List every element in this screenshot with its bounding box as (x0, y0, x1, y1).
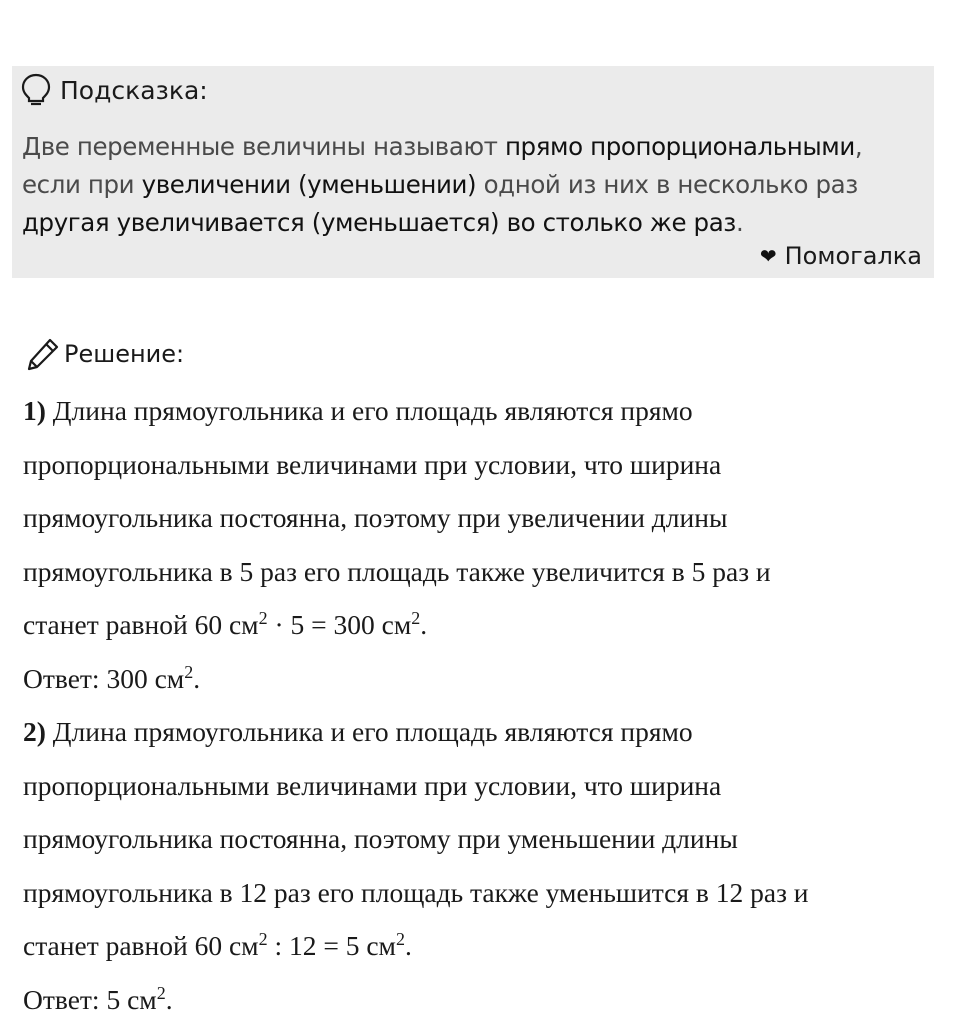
solution-line (23, 705, 943, 759)
solution-line: прямоугольника постоянна, поэтому при увеличении длины (23, 502, 728, 533)
hint-text-segment: . (735, 208, 744, 237)
hint-text-segment: Две переменные величины называют (22, 132, 505, 161)
solution-calc (23, 919, 943, 973)
solution-line (23, 384, 943, 438)
period: . (193, 662, 201, 694)
exponent: 2 (411, 608, 421, 628)
answer-text: Ответ: 300 см (23, 662, 185, 694)
solution-line: прямоугольника в 12 раз его площадь также уменьшится в 12 раз и (23, 876, 809, 908)
solution-answer (23, 973, 943, 1027)
calc-text: : 12 = 5 см (267, 930, 396, 961)
hint-text (22, 128, 927, 242)
period: . (404, 930, 412, 961)
line-text: Длина прямоугольника и его площадь являются прямо (45, 395, 693, 426)
hint-bold-term: другая увеличивается (уменьшается) во столько же раз (22, 208, 736, 237)
exponent: 2 (156, 982, 166, 1003)
calc-text: станет равной 60 см (23, 609, 259, 640)
calc-text: · 5 = 300 см (267, 609, 412, 640)
solution-line: пропорциональными величинами при условии, что ширина (23, 448, 722, 480)
calc-text: станет равной 60 см (23, 930, 259, 961)
pencil-icon (26, 337, 60, 371)
exponent: 2 (184, 661, 194, 682)
exponent: 2 (258, 608, 268, 628)
hint-text-segment: одной из них в несколько раз (476, 170, 858, 199)
hint-header (20, 72, 208, 108)
solution-line: пропорциональными величинами при условии, что ширина (23, 769, 722, 801)
solution-header (26, 334, 184, 374)
period: . (420, 609, 428, 640)
hint-bold-term: увеличении (уменьшении) (141, 170, 477, 199)
credit-link[interactable] (760, 242, 922, 270)
credit-label: Помогалка (784, 242, 922, 270)
hint-title: Подсказка: (60, 75, 208, 105)
solution-calc (23, 598, 943, 652)
solution-line: прямоугольника постоянна, поэтому при уменьшении длины (23, 823, 738, 854)
heart-icon: ❤ (759, 244, 777, 268)
solution-line: прямоугольника в 5 раз его площадь также увеличится в 5 раз и (23, 555, 771, 587)
solution-body (23, 384, 943, 1026)
hint-text-segment: , если при (22, 132, 863, 199)
solution-title: Решение: (64, 340, 185, 368)
solution-answer (23, 652, 943, 706)
exponent: 2 (258, 929, 268, 949)
line-text: Длина прямоугольника и его площадь являются прямо (45, 716, 693, 747)
period: . (165, 983, 173, 1015)
part-number: 2) (23, 716, 46, 747)
lightbulb-icon (20, 73, 52, 107)
exponent: 2 (395, 929, 405, 949)
answer-text: Ответ: 5 см (23, 983, 157, 1015)
part-number: 1) (23, 395, 46, 426)
hint-bold-term: прямо пропорциональными (504, 132, 855, 161)
